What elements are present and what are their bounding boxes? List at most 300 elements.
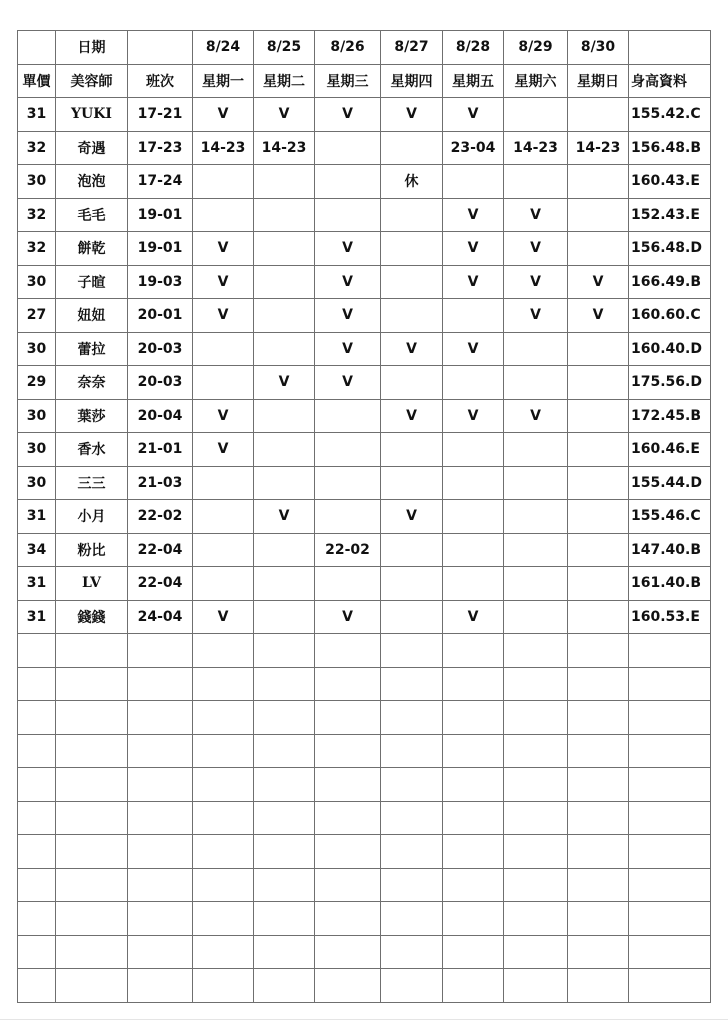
unit-price-cell: 30 <box>18 165 56 199</box>
height-data-cell: 161.40.B <box>629 567 711 601</box>
day-cell <box>568 165 629 199</box>
empty-cell <box>443 634 504 668</box>
day-cell <box>254 198 315 232</box>
day-cell: V <box>193 399 254 433</box>
shift-cell: 20-01 <box>128 299 193 333</box>
empty-cell <box>56 768 128 802</box>
empty-cell <box>381 868 443 902</box>
beautician-name-cell: 奈奈 <box>56 366 128 400</box>
empty-cell <box>315 801 381 835</box>
table-row <box>18 232 711 266</box>
day-cell: V <box>443 332 504 366</box>
empty-cell <box>18 902 56 936</box>
empty-cell <box>504 868 568 902</box>
empty-cell <box>18 969 56 1003</box>
height-data-cell: 155.44.D <box>629 466 711 500</box>
beautician-name-cell: 蕾拉 <box>56 332 128 366</box>
day-cell <box>193 500 254 534</box>
unit-price-cell: 30 <box>18 265 56 299</box>
unit-price-cell: 29 <box>18 366 56 400</box>
day-cell: V <box>381 500 443 534</box>
day-cell <box>568 500 629 534</box>
day-cell <box>568 198 629 232</box>
day-cell <box>443 433 504 467</box>
header-date: 8/28 <box>443 31 504 65</box>
empty-cell <box>254 969 315 1003</box>
empty-cell <box>56 701 128 735</box>
schedule-body <box>18 31 711 1003</box>
day-cell <box>443 366 504 400</box>
empty-cell <box>56 902 128 936</box>
day-cell <box>381 131 443 165</box>
table-row <box>18 366 711 400</box>
empty-cell <box>128 902 193 936</box>
beautician-name-cell: 三三 <box>56 466 128 500</box>
day-cell <box>315 567 381 601</box>
date-label: 日期 <box>56 31 128 65</box>
day-cell: V <box>443 399 504 433</box>
day-cell: V <box>254 98 315 132</box>
shift-cell: 17-23 <box>128 131 193 165</box>
empty-cell <box>56 801 128 835</box>
day-cell: V <box>315 600 381 634</box>
shift-cell: 20-04 <box>128 399 193 433</box>
height-data-cell: 155.46.C <box>629 500 711 534</box>
day-cell <box>381 232 443 266</box>
day-cell <box>381 299 443 333</box>
day-cell: V <box>315 332 381 366</box>
beautician-label: 美容師 <box>56 64 128 98</box>
empty-cell <box>568 868 629 902</box>
empty-cell <box>18 868 56 902</box>
day-cell <box>504 332 568 366</box>
empty-cell <box>568 768 629 802</box>
day-cell <box>315 165 381 199</box>
shift-cell: 24-04 <box>128 600 193 634</box>
empty-row <box>18 801 711 835</box>
beautician-name-cell: 錢錢 <box>56 600 128 634</box>
table-row <box>18 131 711 165</box>
empty-row <box>18 667 711 701</box>
day-cell <box>381 567 443 601</box>
day-cell: V <box>254 500 315 534</box>
empty-cell <box>315 734 381 768</box>
header-weekday-sunday: 星期日 <box>568 64 629 98</box>
day-cell: 休 <box>381 165 443 199</box>
day-cell <box>568 600 629 634</box>
empty-cell <box>568 935 629 969</box>
empty-cell <box>315 667 381 701</box>
day-cell <box>504 567 568 601</box>
header-date: 8/25 <box>254 31 315 65</box>
empty-cell <box>128 768 193 802</box>
unit-price-cell: 30 <box>18 332 56 366</box>
day-cell <box>443 567 504 601</box>
empty-row <box>18 835 711 869</box>
empty-cell <box>128 868 193 902</box>
header-row-labels <box>18 64 711 98</box>
empty-cell <box>18 634 56 668</box>
empty-cell <box>254 935 315 969</box>
shift-cell: 17-24 <box>128 165 193 199</box>
shift-cell: 19-03 <box>128 265 193 299</box>
empty-cell <box>18 835 56 869</box>
empty-cell <box>629 768 711 802</box>
empty-cell <box>56 734 128 768</box>
unit-price-cell: 30 <box>18 433 56 467</box>
day-cell <box>254 265 315 299</box>
table-row <box>18 500 711 534</box>
empty-cell <box>443 701 504 735</box>
empty-cell <box>315 701 381 735</box>
day-cell: V <box>568 299 629 333</box>
empty-cell <box>128 634 193 668</box>
height-data-cell: 156.48.D <box>629 232 711 266</box>
day-cell: V <box>443 198 504 232</box>
empty-row <box>18 768 711 802</box>
table-row <box>18 433 711 467</box>
empty-cell <box>568 969 629 1003</box>
empty-cell <box>443 835 504 869</box>
day-cell <box>381 600 443 634</box>
empty-cell <box>56 868 128 902</box>
day-cell <box>568 567 629 601</box>
empty-cell <box>56 835 128 869</box>
day-cell <box>315 399 381 433</box>
height-data-cell: 155.42.C <box>629 98 711 132</box>
shift-cell: 21-01 <box>128 433 193 467</box>
empty-cell <box>254 835 315 869</box>
day-cell <box>568 98 629 132</box>
day-cell: 23-04 <box>443 131 504 165</box>
empty-row <box>18 634 711 668</box>
day-cell: V <box>504 198 568 232</box>
shift-cell: 19-01 <box>128 232 193 266</box>
day-cell <box>443 165 504 199</box>
empty-cell <box>568 701 629 735</box>
header-weekday: 星期一 <box>193 64 254 98</box>
day-cell <box>381 265 443 299</box>
day-cell <box>381 533 443 567</box>
day-cell <box>254 600 315 634</box>
beautician-name-cell: 香水 <box>56 433 128 467</box>
day-cell: V <box>315 232 381 266</box>
day-cell: 14-23 <box>254 131 315 165</box>
header-weekday: 星期二 <box>254 64 315 98</box>
day-cell: V <box>254 366 315 400</box>
shift-cell: 22-04 <box>128 533 193 567</box>
shift-cell: 21-03 <box>128 466 193 500</box>
empty-cell <box>193 902 254 936</box>
day-cell: V <box>193 299 254 333</box>
header-date-sunday: 8/30 <box>568 31 629 65</box>
empty-cell <box>568 634 629 668</box>
day-cell <box>254 399 315 433</box>
empty-cell <box>56 667 128 701</box>
height-label: 身高資料 <box>629 64 711 98</box>
empty-cell <box>193 868 254 902</box>
day-cell <box>315 433 381 467</box>
empty-cell <box>254 734 315 768</box>
unit-price-cell: 31 <box>18 567 56 601</box>
day-cell: V <box>504 232 568 266</box>
empty-cell <box>254 634 315 668</box>
page-bottom-divider <box>0 1019 728 1020</box>
day-cell <box>193 198 254 232</box>
empty-cell <box>629 868 711 902</box>
height-data-cell: 172.45.B <box>629 399 711 433</box>
empty-cell <box>193 768 254 802</box>
unit-price-cell: 30 <box>18 466 56 500</box>
empty-cell <box>315 835 381 869</box>
empty-cell <box>504 768 568 802</box>
empty-cell <box>18 801 56 835</box>
shift-cell: 17-21 <box>128 98 193 132</box>
day-cell: V <box>381 98 443 132</box>
empty-cell <box>443 969 504 1003</box>
header-date: 8/27 <box>381 31 443 65</box>
empty-cell <box>504 835 568 869</box>
day-cell <box>315 198 381 232</box>
empty-cell <box>568 902 629 936</box>
empty-cell <box>381 969 443 1003</box>
day-cell <box>381 198 443 232</box>
unit-price-cell: 30 <box>18 399 56 433</box>
table-row <box>18 98 711 132</box>
day-cell: V <box>315 299 381 333</box>
table-row <box>18 299 711 333</box>
day-cell <box>193 332 254 366</box>
day-cell <box>254 466 315 500</box>
empty-cell <box>504 969 568 1003</box>
empty-row <box>18 902 711 936</box>
height-data-cell: 156.48.B <box>629 131 711 165</box>
day-cell <box>315 131 381 165</box>
day-cell: 22-02 <box>315 533 381 567</box>
empty-cell <box>381 634 443 668</box>
height-data-cell: 160.43.E <box>629 165 711 199</box>
empty-cell <box>193 734 254 768</box>
empty-cell <box>193 801 254 835</box>
empty-cell <box>381 935 443 969</box>
day-cell: V <box>315 265 381 299</box>
empty-cell <box>504 667 568 701</box>
empty-cell <box>381 701 443 735</box>
day-cell: V <box>443 232 504 266</box>
beautician-name-cell: YUKI <box>56 98 128 132</box>
day-cell: 14-23 <box>568 131 629 165</box>
day-cell: V <box>443 265 504 299</box>
empty-cell <box>629 701 711 735</box>
day-cell <box>504 466 568 500</box>
day-cell <box>254 533 315 567</box>
empty-cell <box>504 935 568 969</box>
day-cell <box>504 500 568 534</box>
day-cell <box>504 433 568 467</box>
day-cell <box>254 433 315 467</box>
empty-cell <box>629 801 711 835</box>
beautician-name-cell: 奇遇 <box>56 131 128 165</box>
beautician-name-cell: 妞妞 <box>56 299 128 333</box>
day-cell: V <box>568 265 629 299</box>
unit-price-cell: 31 <box>18 600 56 634</box>
blank-cell <box>18 31 56 65</box>
day-cell: V <box>193 433 254 467</box>
day-cell <box>504 600 568 634</box>
day-cell: V <box>504 265 568 299</box>
empty-cell <box>193 835 254 869</box>
beautician-name-cell: 小月 <box>56 500 128 534</box>
empty-row <box>18 935 711 969</box>
empty-cell <box>568 801 629 835</box>
height-data-cell: 160.40.D <box>629 332 711 366</box>
day-cell <box>443 299 504 333</box>
empty-cell <box>128 835 193 869</box>
beautician-name-cell: LV <box>56 567 128 601</box>
day-cell: V <box>381 399 443 433</box>
empty-cell <box>193 969 254 1003</box>
table-row <box>18 567 711 601</box>
day-cell <box>193 466 254 500</box>
empty-cell <box>381 902 443 936</box>
day-cell <box>568 232 629 266</box>
day-cell: V <box>193 600 254 634</box>
empty-cell <box>254 768 315 802</box>
shift-cell: 22-04 <box>128 567 193 601</box>
height-data-cell: 147.40.B <box>629 533 711 567</box>
empty-cell <box>443 868 504 902</box>
table-row <box>18 533 711 567</box>
empty-cell <box>381 667 443 701</box>
day-cell <box>381 433 443 467</box>
empty-cell <box>381 835 443 869</box>
header-weekday: 星期四 <box>381 64 443 98</box>
empty-cell <box>315 902 381 936</box>
header-row-dates <box>18 31 711 65</box>
day-cell <box>568 399 629 433</box>
unit-price-cell: 31 <box>18 98 56 132</box>
day-cell <box>193 533 254 567</box>
empty-cell <box>629 835 711 869</box>
shift-label: 班次 <box>128 64 193 98</box>
height-data-cell: 160.46.E <box>629 433 711 467</box>
day-cell <box>193 366 254 400</box>
header-weekday: 星期五 <box>443 64 504 98</box>
empty-cell <box>193 667 254 701</box>
empty-cell <box>128 667 193 701</box>
empty-cell <box>18 935 56 969</box>
empty-cell <box>56 935 128 969</box>
beautician-name-cell: 子暄 <box>56 265 128 299</box>
unit-price-cell: 32 <box>18 198 56 232</box>
empty-cell <box>443 902 504 936</box>
day-cell: V <box>443 98 504 132</box>
empty-cell <box>128 801 193 835</box>
unit-price-cell: 32 <box>18 131 56 165</box>
day-cell: V <box>315 98 381 132</box>
table-row <box>18 466 711 500</box>
day-cell <box>443 500 504 534</box>
unit-price-cell: 31 <box>18 500 56 534</box>
empty-row <box>18 868 711 902</box>
day-cell <box>568 533 629 567</box>
day-cell <box>568 433 629 467</box>
day-cell <box>381 466 443 500</box>
day-cell: V <box>504 299 568 333</box>
day-cell <box>443 466 504 500</box>
empty-cell <box>504 634 568 668</box>
empty-cell <box>443 768 504 802</box>
day-cell: V <box>443 600 504 634</box>
empty-cell <box>504 701 568 735</box>
unit-price-cell: 34 <box>18 533 56 567</box>
header-date: 8/26 <box>315 31 381 65</box>
day-cell <box>381 366 443 400</box>
blank-cell <box>128 31 193 65</box>
empty-cell <box>254 667 315 701</box>
table-row <box>18 399 711 433</box>
day-cell <box>504 533 568 567</box>
empty-cell <box>568 667 629 701</box>
empty-row <box>18 734 711 768</box>
empty-cell <box>315 868 381 902</box>
empty-cell <box>315 935 381 969</box>
table-row <box>18 198 711 232</box>
empty-cell <box>629 969 711 1003</box>
day-cell <box>193 567 254 601</box>
day-cell: V <box>193 265 254 299</box>
header-date-saturday: 8/29 <box>504 31 568 65</box>
empty-row <box>18 701 711 735</box>
header-date: 8/24 <box>193 31 254 65</box>
day-cell: V <box>193 232 254 266</box>
empty-cell <box>193 634 254 668</box>
unit-price-cell: 27 <box>18 299 56 333</box>
day-cell <box>568 332 629 366</box>
empty-cell <box>315 969 381 1003</box>
empty-cell <box>128 734 193 768</box>
empty-cell <box>568 734 629 768</box>
beautician-name-cell: 葉莎 <box>56 399 128 433</box>
empty-cell <box>629 667 711 701</box>
shift-cell: 19-01 <box>128 198 193 232</box>
empty-cell <box>381 801 443 835</box>
blank-cell <box>629 31 711 65</box>
height-data-cell: 152.43.E <box>629 198 711 232</box>
beautician-name-cell: 餅乾 <box>56 232 128 266</box>
empty-cell <box>629 734 711 768</box>
shift-cell: 22-02 <box>128 500 193 534</box>
empty-row <box>18 969 711 1003</box>
empty-cell <box>254 902 315 936</box>
beautician-name-cell: 泡泡 <box>56 165 128 199</box>
day-cell: V <box>504 399 568 433</box>
empty-cell <box>128 701 193 735</box>
empty-cell <box>504 801 568 835</box>
height-data-cell: 166.49.B <box>629 265 711 299</box>
height-data-cell: 160.60.C <box>629 299 711 333</box>
empty-cell <box>18 734 56 768</box>
header-weekday: 星期三 <box>315 64 381 98</box>
empty-cell <box>443 667 504 701</box>
empty-cell <box>629 634 711 668</box>
day-cell: 14-23 <box>193 131 254 165</box>
empty-cell <box>629 935 711 969</box>
empty-cell <box>381 768 443 802</box>
empty-cell <box>56 634 128 668</box>
empty-cell <box>629 902 711 936</box>
beautician-name-cell: 毛毛 <box>56 198 128 232</box>
